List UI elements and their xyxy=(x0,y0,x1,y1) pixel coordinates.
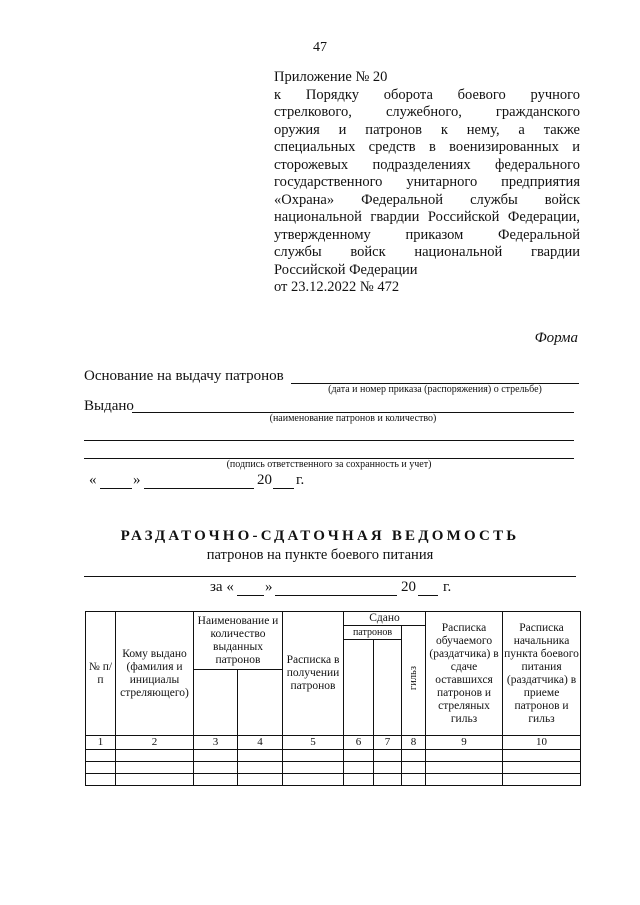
issue-return-table xyxy=(85,611,581,786)
col-number: 10 xyxy=(503,736,581,750)
header-cartridges-b xyxy=(374,640,402,736)
cell[interactable] xyxy=(503,762,581,774)
appendix-line: к Порядку оборота боевого ручного xyxy=(274,86,580,103)
header-name-sub xyxy=(194,670,238,736)
date-year-prefix: 20 xyxy=(257,472,272,488)
period-year-prefix: 20 xyxy=(401,579,416,595)
col-number: 5 xyxy=(283,736,344,750)
column-number-row xyxy=(86,736,581,750)
cell[interactable] xyxy=(503,774,581,786)
cell[interactable] xyxy=(194,774,238,786)
col-number: 1 xyxy=(86,736,116,750)
col-number: 6 xyxy=(344,736,374,750)
cell[interactable] xyxy=(283,774,344,786)
appendix-line: утвержденному приказом Федеральной xyxy=(274,226,580,243)
col-number: 4 xyxy=(238,736,283,750)
cell[interactable] xyxy=(374,774,402,786)
cell[interactable] xyxy=(344,762,374,774)
cell[interactable] xyxy=(116,762,194,774)
table-row xyxy=(86,762,581,774)
table-row xyxy=(86,750,581,762)
period-close-quote: » xyxy=(265,579,273,595)
issued-caption: (наименование патронов и количество) xyxy=(269,413,437,424)
issued-label: Выдано xyxy=(84,398,134,414)
document-title: РАЗДАТОЧНО-СДАТОЧНАЯ ВЕДОМОСТЬ xyxy=(120,528,520,544)
cell[interactable] xyxy=(402,774,426,786)
cell[interactable] xyxy=(503,750,581,762)
date-year-suffix: г. xyxy=(296,472,305,488)
header-casings-cell xyxy=(402,626,426,736)
issued-continuation-line xyxy=(84,440,574,441)
signature-caption: (подпись ответственного за сохранность и учет) xyxy=(226,459,432,470)
cell[interactable] xyxy=(86,774,116,786)
cell[interactable] xyxy=(238,762,283,774)
appendix-line: государственного унитарного предприятия xyxy=(274,174,580,190)
cell[interactable] xyxy=(344,750,374,762)
basis-label: Основание на выдачу патронов xyxy=(84,368,284,384)
cell[interactable] xyxy=(238,750,283,762)
period-day-line xyxy=(237,595,264,596)
header-name-qty: Наименование и количество выданных патронов xyxy=(194,612,283,670)
col-number: 2 xyxy=(116,736,194,750)
cell[interactable] xyxy=(86,762,116,774)
cell[interactable] xyxy=(116,750,194,762)
appendix-line: стрелкового, служебного, гражданского xyxy=(274,104,580,120)
cell[interactable] xyxy=(426,762,503,774)
cell[interactable] xyxy=(116,774,194,786)
appendix-line: специальных средств в военизированных и xyxy=(274,139,580,155)
col-number: 3 xyxy=(194,736,238,750)
cell[interactable] xyxy=(426,750,503,762)
appendix-line: оружия и патронов к нему, а также xyxy=(274,121,580,138)
date-year-line xyxy=(273,488,294,489)
cell[interactable] xyxy=(344,774,374,786)
appendix-line: Российской Федерации xyxy=(274,261,418,278)
date-month-line xyxy=(144,488,254,489)
document-subtitle: патронов на пункте боевого питания xyxy=(206,547,434,563)
basis-caption: (дата и номер приказа (распоряжения) о стрельбе) xyxy=(328,384,542,395)
cell[interactable] xyxy=(283,762,344,774)
col-number: 9 xyxy=(426,736,503,750)
header-recipient: Кому выдано (фамилия и инициалы стреляющего) xyxy=(116,612,194,736)
cell[interactable] xyxy=(402,750,426,762)
appendix-line: Приложение № 20 xyxy=(274,69,388,85)
header-cartridges-a xyxy=(344,640,374,736)
cell[interactable] xyxy=(402,762,426,774)
form-label: Форма xyxy=(534,330,578,346)
cell[interactable] xyxy=(86,750,116,762)
date-close-quote: » xyxy=(133,472,141,488)
period-prefix: за « xyxy=(210,579,234,595)
header-qty-sub xyxy=(238,670,283,736)
appendix-line: национальной гвардии Российской Федерации, xyxy=(274,209,580,225)
appendix-line: сторожевых подразделениях федерального xyxy=(274,156,580,173)
cell[interactable] xyxy=(374,762,402,774)
header-returned: Сдано xyxy=(344,612,426,626)
header-receipt: Расписка в получении патронов xyxy=(283,612,344,736)
period-year-suffix: г. xyxy=(443,579,452,595)
cell[interactable] xyxy=(283,750,344,762)
organization-line xyxy=(84,576,576,577)
header-cartridges: патронов xyxy=(344,626,402,640)
header-casings: гильз xyxy=(408,666,420,691)
page-number: 47 xyxy=(313,40,327,55)
col-number: 7 xyxy=(374,736,402,750)
period-month-line xyxy=(275,595,397,596)
header-num: № п/п xyxy=(86,612,116,736)
table-row xyxy=(86,774,581,786)
period-year-line xyxy=(418,595,438,596)
appendix-line: от 23.12.2022 № 472 xyxy=(274,279,400,295)
header-trainee-receipt: Расписка обучаемого (раздатчика) в сдаче оставшихся патронов и стреляных гильз xyxy=(426,612,503,736)
cell[interactable] xyxy=(374,750,402,762)
col-number: 8 xyxy=(402,736,426,750)
cell[interactable] xyxy=(426,774,503,786)
appendix-block xyxy=(274,69,580,297)
cell[interactable] xyxy=(194,750,238,762)
date-day-line xyxy=(100,488,132,489)
cell[interactable] xyxy=(194,762,238,774)
appendix-line: «Охрана» Федеральной службы войск xyxy=(274,191,580,208)
appendix-line: службы войск национальной гвардии xyxy=(274,244,580,260)
cell[interactable] xyxy=(238,774,283,786)
date-open-quote: « xyxy=(89,472,97,488)
header-chief-receipt: Расписка начальника пункта боевого питания (раздатчика) в приеме патронов и гильз xyxy=(503,612,581,736)
